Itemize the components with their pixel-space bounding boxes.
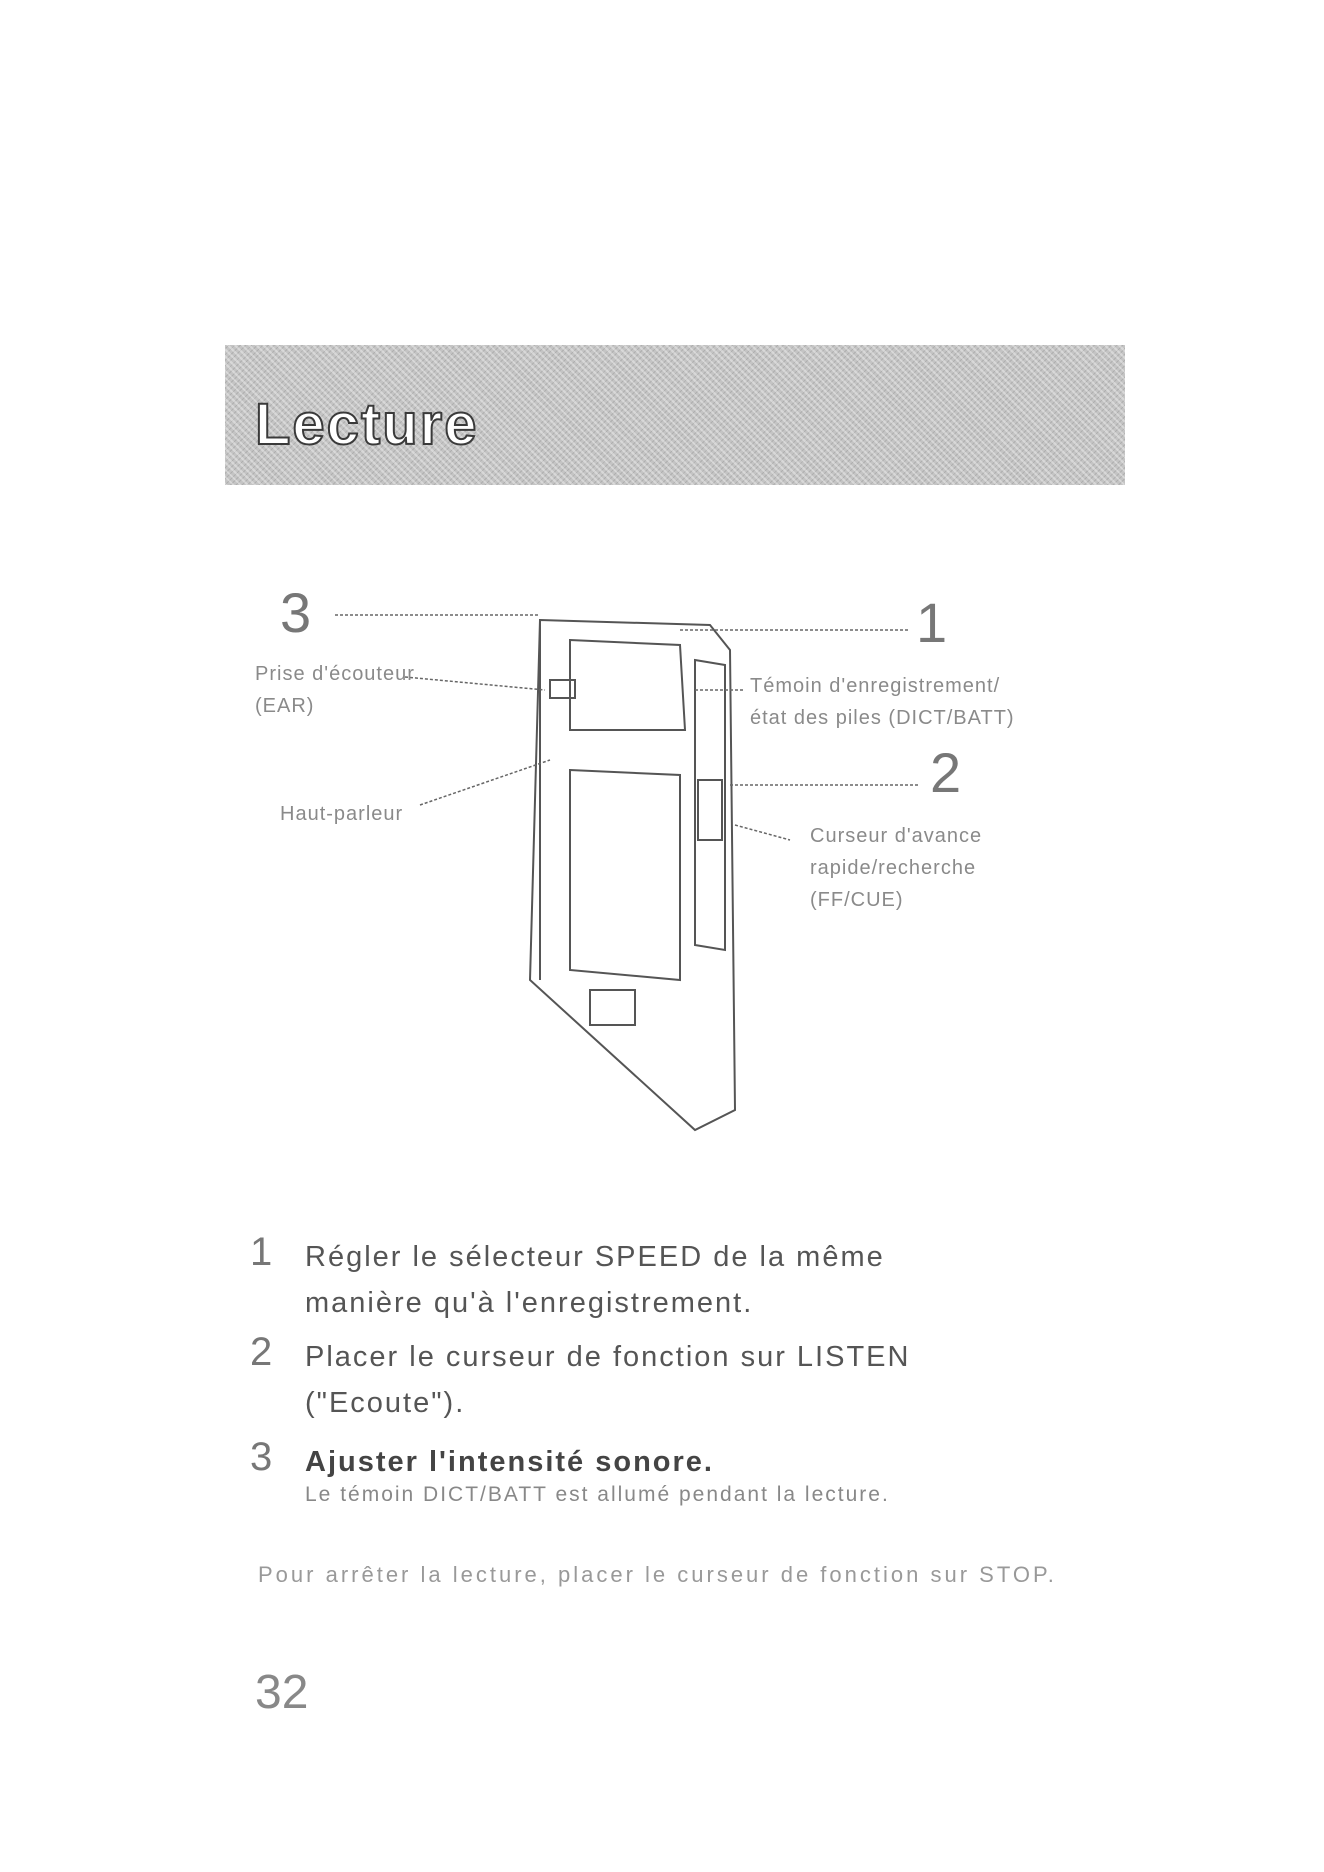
step-1-text: Régler le sélecteur SPEED de la même manière qu'à l'enregistrement.: [305, 1241, 885, 1319]
step-3: [250, 1435, 1070, 1525]
section-banner: [225, 345, 1125, 485]
step-2: [250, 1330, 1070, 1430]
callout-2-number: 2: [930, 741, 962, 804]
step-2-number: 2: [250, 1330, 273, 1374]
step-2-text: Placer le curseur de fonction sur LISTEN ("Ecoute").: [305, 1341, 911, 1419]
step-3-number: 3: [250, 1435, 273, 1479]
step-1-number: 1: [250, 1230, 273, 1274]
step-3-note: Le témoin DICT/BATT est allumé pendant la lecture.: [305, 1483, 890, 1506]
device-figure: [240, 530, 1100, 1170]
callout-ear-label: Prise d'écouteur (EAR): [255, 663, 415, 717]
speaker-label: Haut-parleur: [280, 803, 404, 825]
callout-ff-cue-label: Curseur d'avance rapide/recherche (FF/CUE): [810, 825, 983, 911]
page-number: 32: [255, 1666, 309, 1719]
stop-instruction: Pour arrêter la lecture, placer le curseur de fonction sur STOP.: [258, 1562, 1057, 1587]
section-title: Lecture: [255, 392, 479, 457]
step-3-text: Ajuster l'intensité sonore.: [305, 1446, 714, 1478]
callout-dict-batt-label: Témoin d'enregistrement/ état des piles (DICT/BATT): [750, 675, 1015, 729]
step-1: [250, 1230, 1070, 1330]
callout-3-number: 3: [280, 581, 312, 644]
callout-1-number: 1: [916, 591, 948, 654]
